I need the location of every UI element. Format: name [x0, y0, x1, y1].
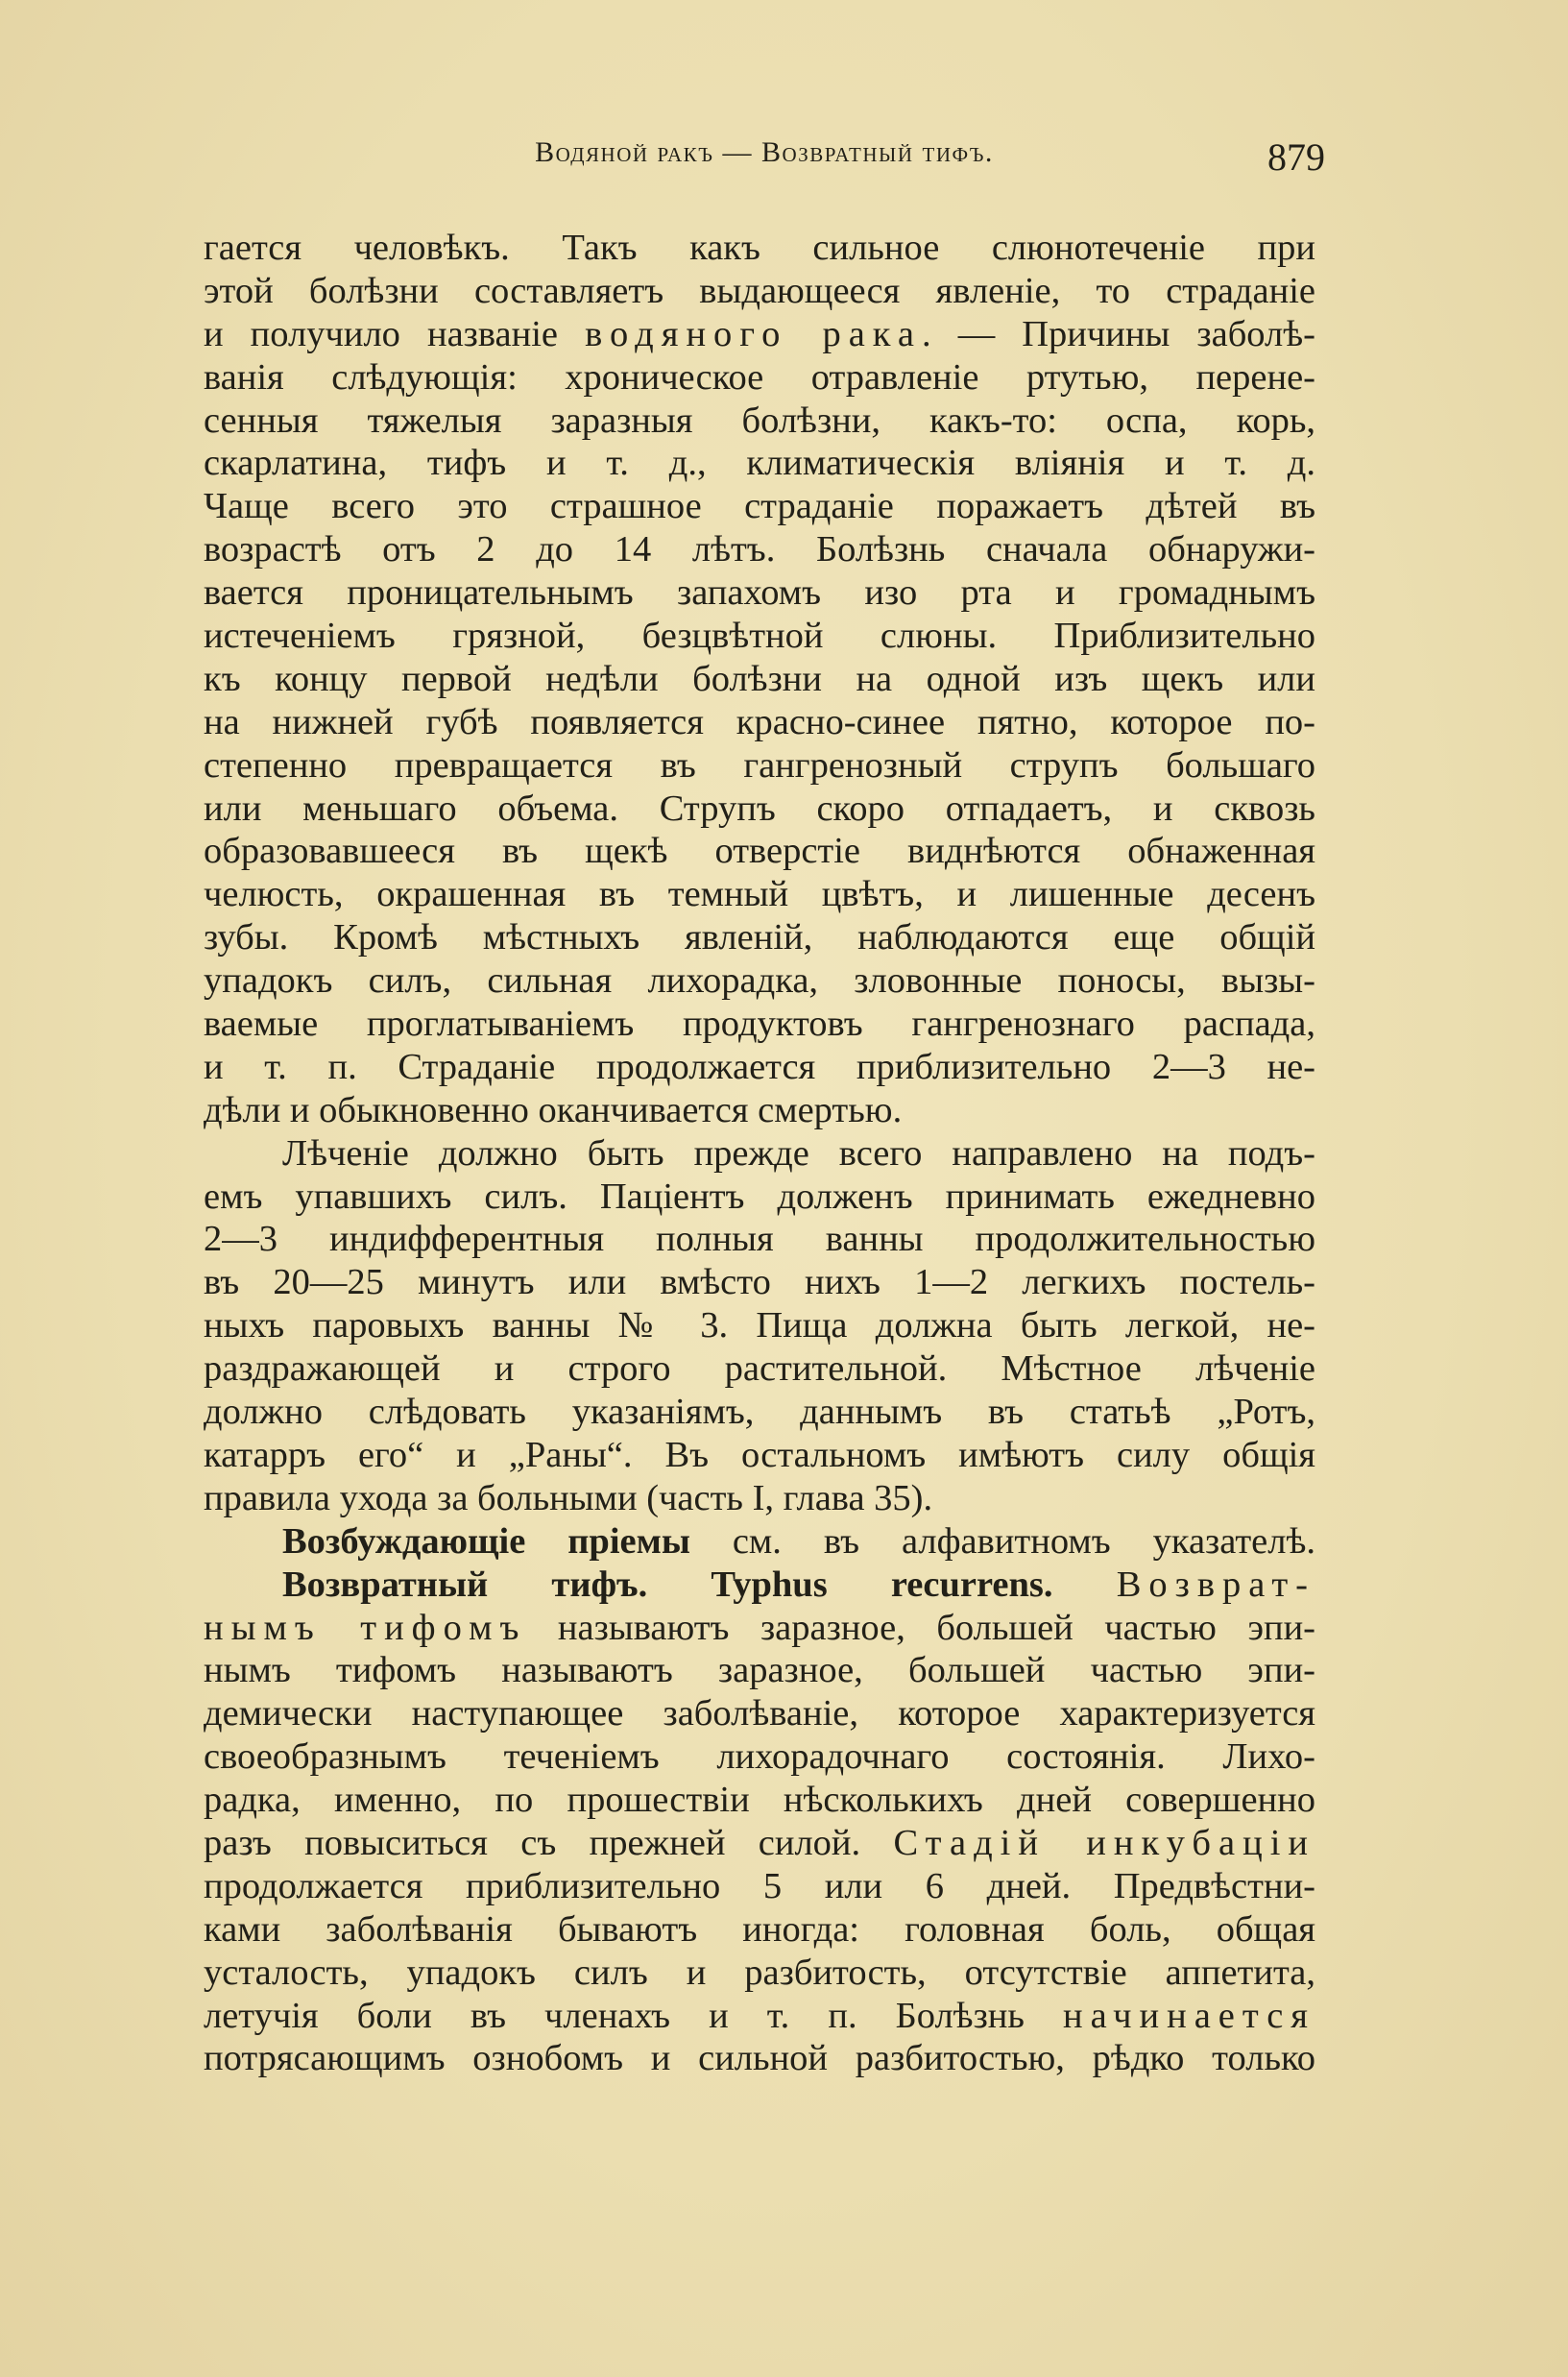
text-segment: называютъ заразное, большей частью эпи- [526, 1607, 1316, 1648]
text-line: ванія слѣдующія: хроническое отравленіе ртутью, перене- [204, 356, 1315, 398]
text-line: Лѣченіе должно быть прежде всего направлено на подъ- [282, 1132, 1315, 1174]
text-line [204, 1995, 1315, 2038]
text-segment: и получило названіе [204, 313, 586, 354]
text-segment: разъ повыситься съ прежней силой. [204, 1822, 894, 1863]
text-line: своеобразнымъ теченіемъ лихорадочнаго состоянія. Лихо- [204, 1736, 1315, 1778]
text-line: продолжается приблизительно 5 или 6 дней. Предвѣстни- [204, 1865, 1315, 1906]
text-segment: летучія боли въ членахъ и т. п. Болѣзнь [204, 1995, 1063, 2036]
text-line: возрастѣ отъ 2 до 14 лѣтъ. Болѣзнь сначала обнаружи- [204, 529, 1315, 570]
entry-heading: Возвратный тифъ. Typhus recurrens. [282, 1564, 1053, 1605]
text-line: 2—3 индифферентныя полныя ванны продолжительностью [204, 1219, 1315, 1260]
text-line: челюсть, окрашенная въ темный цвѣтъ, и лишенные десенъ [204, 874, 1315, 915]
text-line [204, 1607, 1315, 1650]
text-segment [1052, 1564, 1116, 1605]
emphasized-term: нымъ тифомъ [204, 1607, 527, 1648]
text-line: ныхъ паровыхъ ванны № 3. Пища должна быть легкой, не- [204, 1305, 1315, 1346]
text-line: ками заболѣванія бываютъ иногда: головная боль, общая [204, 1908, 1315, 1950]
text-line: катарръ его“ и „Раны“. Въ остальномъ имѣютъ силу общія [204, 1434, 1315, 1475]
text-line: нымъ тифомъ называютъ заразное, большей частью эпи- [204, 1650, 1315, 1691]
text-line: образовавшееся въ щекѣ отверстіе виднѣются обнаженная [204, 831, 1315, 872]
text-line: или меньшаго объема. Струпъ скоро отпадаетъ, и сквозь [204, 788, 1315, 829]
emphasized-term: начинается [1063, 1995, 1315, 2036]
text-line: потрясающимъ ознобомъ и сильной разбитостью, рѣдко только [204, 2038, 1315, 2079]
text-line: емъ упавшихъ силъ. Паціентъ долженъ принимать ежедневно [204, 1176, 1315, 1217]
text-line [204, 1520, 1315, 1564]
text-line: вается проницательнымъ запахомъ изо рта и громаднымъ [204, 572, 1315, 614]
emphasized-term: Возврат- [1116, 1564, 1316, 1605]
text-line: раздражающей и строго растительной. Мѣстное лѣченіе [204, 1348, 1315, 1390]
text-line: на нижней губѣ появляется красно-синее пятно, которое по- [204, 701, 1315, 742]
text-line: зубы. Кромѣ мѣстныхъ явленій, наблюдаются еще общій [204, 917, 1315, 958]
entry-heading: Возбуждающіе пріемы [282, 1520, 690, 1562]
text-line: сенныя тяжелыя заразныя болѣзни, какъ-то: оспа, корь, [204, 400, 1315, 441]
text-line: гается человѣкъ. Такъ какъ сильное слюнотеченіе при [204, 228, 1315, 268]
text-line [204, 313, 1315, 356]
text-segment: см. въ алфавитномъ указателѣ. [689, 1520, 1315, 1562]
text-line: радка, именно, по прошествіи нѣсколькихъ дней совершенно [204, 1780, 1315, 1821]
page-header [204, 136, 1325, 184]
text-line [204, 1564, 1315, 1607]
text-line: Чаще всего это страшное страданіе поражаетъ дѣтей въ [204, 486, 1315, 527]
text-line: степенно превращается въ гангренозный струпъ большаго [204, 744, 1315, 786]
text-line: истеченіемъ грязной, безцвѣтной слюны. Приблизительно [204, 616, 1315, 657]
text-line: къ концу первой недѣли болѣзни на одной изъ щекъ или [204, 658, 1315, 699]
text-line: дѣли и обыкновенно оканчивается смертью. [204, 1089, 903, 1130]
text-line: правила ухода за больными (часть I, глава 35). [204, 1477, 933, 1518]
text-line: и т. п. Страданіе продолжается приблизительно 2—3 не- [204, 1046, 1315, 1087]
text-line: должно слѣдовать указаніямъ, даннымъ въ статьѣ „Ротъ, [204, 1392, 1315, 1433]
text-line: упадокъ силъ, сильная лихорадка, зловонные поносы, вызы- [204, 960, 1315, 1002]
running-head: Водяной ракъ — Возвратный тифъ. [535, 136, 994, 168]
text-line: въ 20—25 минутъ или вмѣсто нихъ 1—2 легкихъ постель- [204, 1262, 1315, 1303]
text-line: скарлатина, тифъ и т. д., климатическія вліянія и т. д. [204, 443, 1315, 484]
body-text [204, 227, 1315, 2080]
text-segment: . — Причины заболѣ- [922, 313, 1315, 354]
text-line: ваемые проглатываніемъ продуктовъ гангренознаго распада, [204, 1004, 1315, 1045]
text-line [204, 1822, 1315, 1865]
text-line: усталость, упадокъ силъ и разбитость, отсутствіе аппетита, [204, 1952, 1315, 1993]
emphasized-term: водяного рака [585, 313, 922, 354]
text-line: демически наступающее заболѣваніе, которое характеризуется [204, 1693, 1315, 1734]
emphasized-term: Стадій инкубаціи [893, 1822, 1315, 1863]
text-line: этой болѣзни составляетъ выдающееся явленіе, то страданіе [204, 270, 1315, 311]
page-number: 879 [1267, 135, 1325, 179]
